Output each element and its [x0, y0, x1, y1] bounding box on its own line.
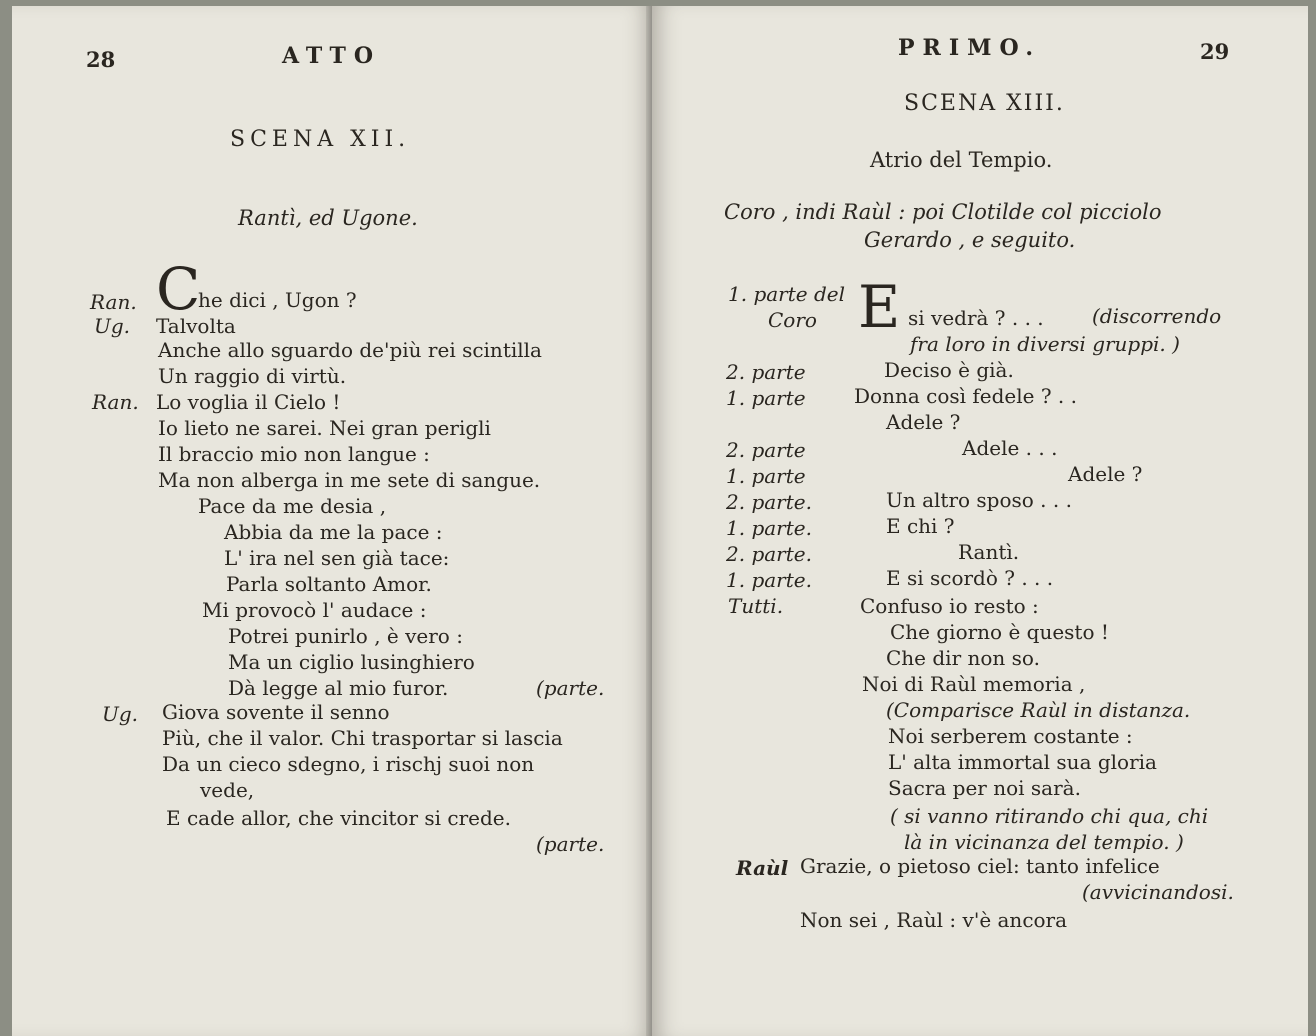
drop-cap: E: [858, 273, 901, 341]
verse-line: Più, che il valor. Chi trasportar si lascia: [162, 726, 563, 750]
verse-line: Grazie, o pietoso ciel: tanto infelice: [800, 854, 1160, 878]
speaker: Ran.: [90, 290, 137, 314]
right-page: [652, 6, 1308, 1036]
drop-cap: C: [156, 255, 201, 323]
speaker: 1. parte del: [728, 282, 845, 306]
verse-line: Abbia da me la pace :: [224, 520, 443, 544]
verse-line: Noi serberem costante :: [888, 724, 1133, 748]
verse-line: Potrei punirlo , è vero :: [228, 624, 463, 648]
speaker: Raùl: [736, 856, 789, 880]
setting: Atrio del Tempio.: [870, 148, 1053, 172]
verse-line: he dici , Ugon ?: [198, 288, 357, 312]
speaker: 1. parte.: [726, 568, 812, 592]
verse-line: Che dir non so.: [886, 646, 1040, 670]
verse-line: Pace da me desia ,: [198, 494, 387, 518]
verse-line: Ma un ciglio lusinghiero: [228, 650, 475, 674]
verse-line: si vedrà ? . . .: [908, 306, 1044, 330]
verse-line: Adele ?: [886, 410, 961, 434]
verse-line: Adele ?: [1068, 462, 1143, 486]
verse-line: Donna così fedele ? . .: [854, 384, 1077, 408]
verse-line: Lo voglia il Cielo !: [156, 390, 341, 414]
stage-direction: Gerardo , e seguito.: [864, 228, 1076, 252]
speaker: 2. parte.: [726, 542, 812, 566]
running-head: ATTO: [282, 43, 381, 69]
character-list: Rantì, ed Ugone.: [238, 206, 418, 230]
speaker: Tutti.: [728, 594, 784, 618]
speaker: Ran.: [92, 390, 139, 414]
verse-line: Rantì.: [958, 540, 1020, 564]
verse-line: E cade allor, che vincitor si crede.: [166, 806, 511, 830]
stage-direction: (Comparisce Raùl in distanza.: [886, 698, 1191, 722]
page-number: 28: [86, 47, 116, 72]
verse-line: Mi provocò l' audace :: [202, 598, 427, 622]
verse-line: Dà legge al mio furor.: [228, 676, 449, 700]
speaker: 2. parte.: [726, 490, 812, 514]
stage-direction: (parte.: [536, 676, 605, 700]
verse-line: Giova sovente il senno: [162, 700, 390, 724]
speaker: 2. parte: [726, 438, 806, 462]
verse-line: Un raggio di virtù.: [158, 364, 347, 388]
verse-line: E si scordò ? . . .: [886, 566, 1054, 590]
speaker: Coro: [768, 308, 817, 332]
verse-line: Sacra per noi sarà.: [888, 776, 1081, 800]
verse-line: Da un cieco sdegno, i rischj suoi non: [162, 752, 535, 776]
verse-line: Deciso è già.: [884, 358, 1014, 382]
speaker: 1. parte.: [726, 516, 812, 540]
verse-line: Adele . . .: [962, 436, 1058, 460]
verse-line: L' alta immortal sua gloria: [888, 750, 1157, 774]
verse-line: Il braccio mio non langue :: [158, 442, 430, 466]
speaker: 1. parte: [726, 386, 806, 410]
stage-direction: Coro , indi Raùl : poi Clotilde col picciolo: [724, 200, 1162, 224]
page-number: 29: [1200, 39, 1230, 64]
stage-direction: là in vicinanza del tempio. ): [904, 830, 1184, 854]
verse-line: Talvolta: [156, 314, 236, 338]
verse-line: Confuso io resto :: [860, 594, 1039, 618]
stage-direction: ( si vanno ritirando chi qua, chi: [890, 804, 1209, 828]
speaker: Ug.: [102, 702, 139, 726]
speaker: Ug.: [94, 314, 131, 338]
stage-direction: fra loro in diversi gruppi. ): [910, 332, 1180, 356]
scene-title: SCENA XII.: [230, 127, 411, 152]
scene-title: SCENA XIII.: [904, 91, 1065, 116]
verse-line: Parla soltanto Amor.: [226, 572, 432, 596]
verse-line: Io lieto ne sarei. Nei gran perigli: [158, 416, 491, 440]
verse-line: Un altro sposo . . .: [886, 488, 1072, 512]
verse-line: Noi di Raùl memoria ,: [862, 672, 1086, 696]
speaker: 1. parte: [726, 464, 806, 488]
left-page: [12, 6, 652, 1036]
stage-direction: (parte.: [536, 832, 605, 856]
verse-line: vede,: [200, 778, 255, 802]
verse-line: E chi ?: [886, 514, 955, 538]
running-head: PRIMO.: [898, 35, 1042, 61]
verse-line: L' ira nel sen già tace:: [224, 546, 450, 570]
verse-line: Non sei , Raùl : v'è ancora: [800, 908, 1068, 932]
stage-direction: (discorrendo: [1092, 304, 1222, 328]
stage-direction: (avvicinandosi.: [1082, 880, 1234, 904]
speaker: 2. parte: [726, 360, 806, 384]
verse-line: Che giorno è questo !: [890, 620, 1109, 644]
verse-line: Ma non alberga in me sete di sangue.: [158, 468, 541, 492]
verse-line: Anche allo sguardo de'più rei scintilla: [158, 338, 542, 362]
